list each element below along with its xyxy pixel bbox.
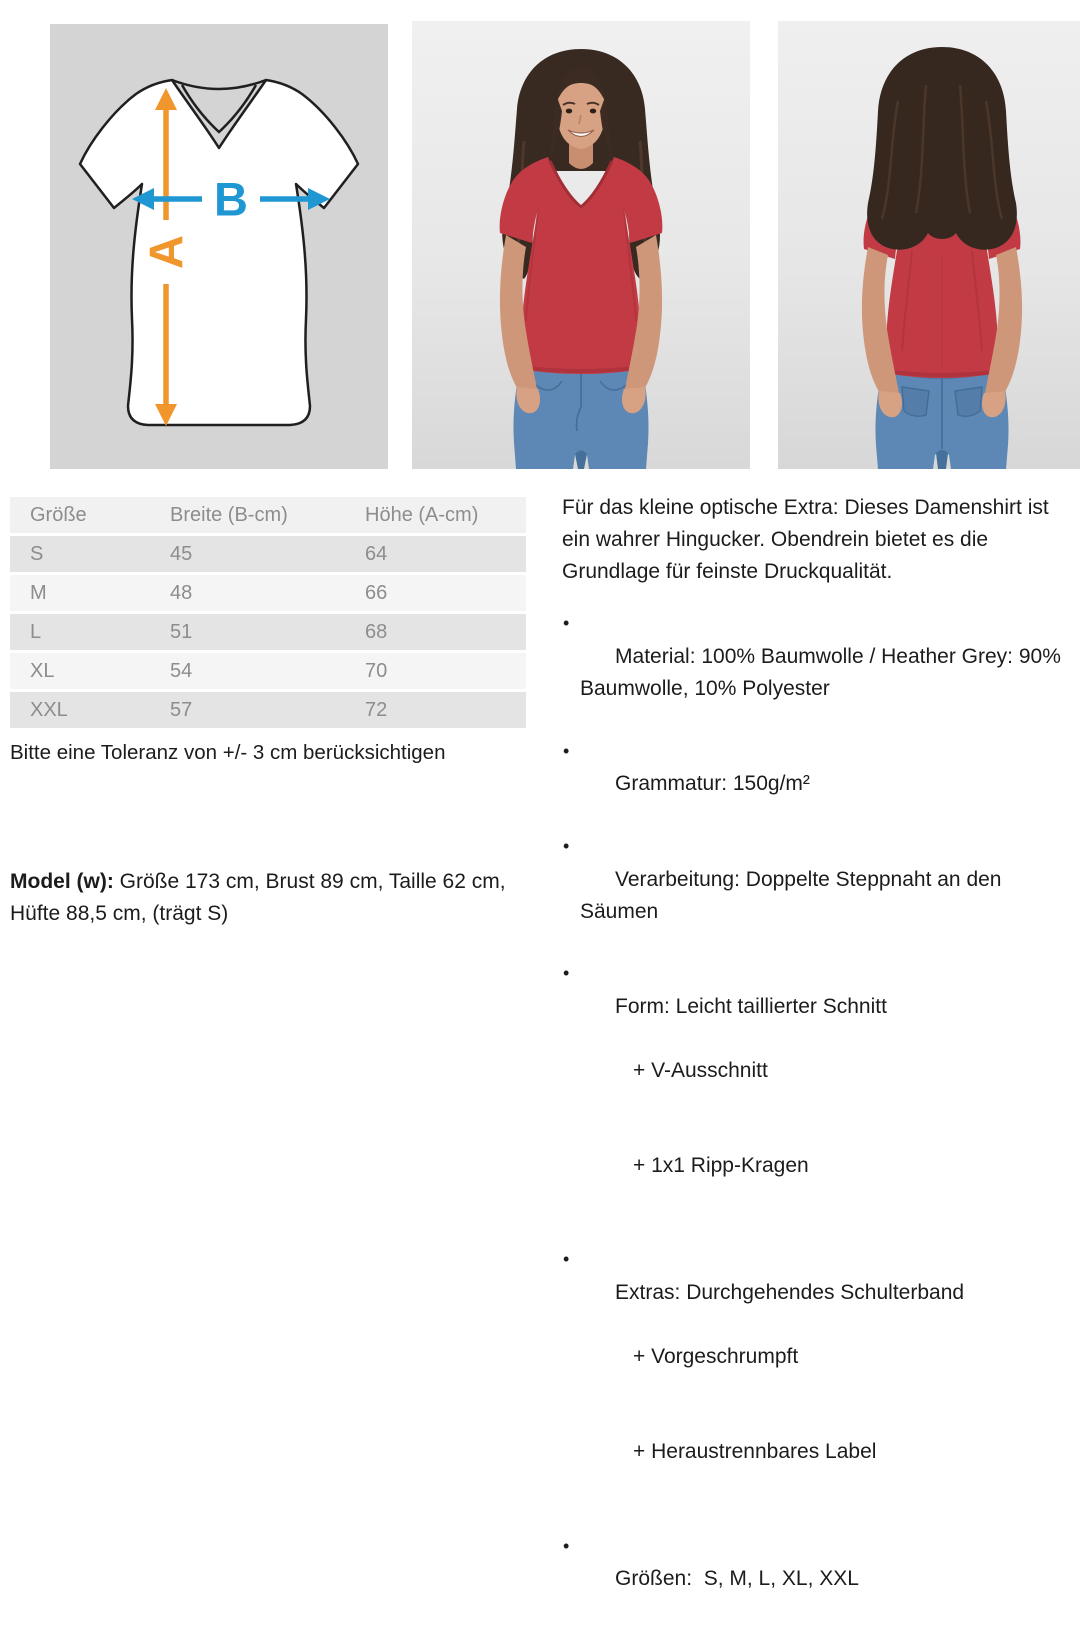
description-intro: Für das kleine optische Extra: Dieses Damenshirt ist ein wahrer Hingucker. Obendrein bietet es die Grundlage für feinste Druckqualität. xyxy=(562,496,1049,583)
hoehe-cell: 72 xyxy=(365,698,388,721)
size-diagram-svg xyxy=(50,24,388,469)
feature-sub-item: + 1x1 Ripp-Kragen xyxy=(633,1153,809,1177)
col-header-breite: Breite (B-cm) xyxy=(170,503,288,526)
model-info-label: Model (w): xyxy=(10,870,114,893)
product-photo-front xyxy=(412,21,750,469)
breite-cell: 54 xyxy=(170,659,193,682)
model-back-illustration xyxy=(778,21,1080,469)
tshirt-outline xyxy=(80,80,358,425)
feature-sub-item: + Heraustrennbares Label xyxy=(633,1440,877,1464)
table-row xyxy=(10,653,526,689)
tolerance-note: Bitte eine Toleranz von +/- 3 cm berücksichtigen xyxy=(10,741,446,764)
table-row xyxy=(10,575,526,611)
hoehe-cell: 70 xyxy=(365,659,388,682)
feature-verarbeitung xyxy=(562,832,1064,959)
model-info-text: Größe 173 cm, Brust 89 cm, Taille 62 cm, Hüfte 88,5 cm, (trägt S) xyxy=(10,870,506,925)
feature-text: Grammatur: 150g/m² xyxy=(615,772,810,796)
feature-text: Extras: Durchgehendes Schulterband xyxy=(615,1281,965,1305)
table-row xyxy=(10,692,526,728)
breite-cell: 48 xyxy=(170,581,193,604)
feature-sub-item: + V-Ausschnitt xyxy=(633,1058,768,1082)
size-table xyxy=(10,497,526,731)
col-header-groesse: Größe xyxy=(30,503,87,526)
feature-form xyxy=(562,959,1064,1245)
table-row xyxy=(10,536,526,572)
hoehe-cell: 64 xyxy=(365,542,388,565)
feature-list xyxy=(562,609,1067,1627)
feature-text: Verarbeitung: Doppelte Steppnaht an den Säumen xyxy=(580,867,1008,923)
width-label-b: B xyxy=(214,172,248,226)
feature-sub-item: + Vorgeschrumpft xyxy=(633,1344,799,1368)
feature-text: Größen: S, M, L, XL, XXL xyxy=(615,1567,859,1591)
feature-text: Form: Leicht taillierter Schnitt xyxy=(615,994,887,1018)
feature-text: Material: 100% Baumwolle / Heather Grey: 90% Baumwolle, 10% Polyester xyxy=(580,645,1067,700)
size-cell: L xyxy=(30,620,42,643)
size-cell: M xyxy=(30,581,47,604)
model-front-illustration xyxy=(412,21,750,469)
size-cell: S xyxy=(30,542,44,565)
size-cell: XL xyxy=(30,659,55,682)
hoehe-cell: 68 xyxy=(365,620,388,643)
product-photo-back xyxy=(778,21,1080,469)
feature-extras xyxy=(562,1245,1064,1531)
col-header-hoehe: Höhe (A-cm) xyxy=(365,503,479,526)
size-diagram-panel xyxy=(50,24,388,469)
breite-cell: 51 xyxy=(170,620,193,643)
feature-groessen xyxy=(562,1532,1064,1627)
table-row xyxy=(10,614,526,650)
feature-material xyxy=(562,609,1067,736)
model-info xyxy=(10,866,522,930)
size-table-header-row xyxy=(10,497,526,533)
hoehe-cell: 66 xyxy=(365,581,388,604)
size-cell: XXL xyxy=(30,698,68,721)
height-label-a: A xyxy=(139,235,193,269)
model-hair-back-view xyxy=(867,47,1017,250)
product-description xyxy=(562,492,1067,1627)
feature-grammatur xyxy=(562,737,1064,832)
breite-cell: 57 xyxy=(170,698,193,721)
breite-cell: 45 xyxy=(170,542,193,565)
